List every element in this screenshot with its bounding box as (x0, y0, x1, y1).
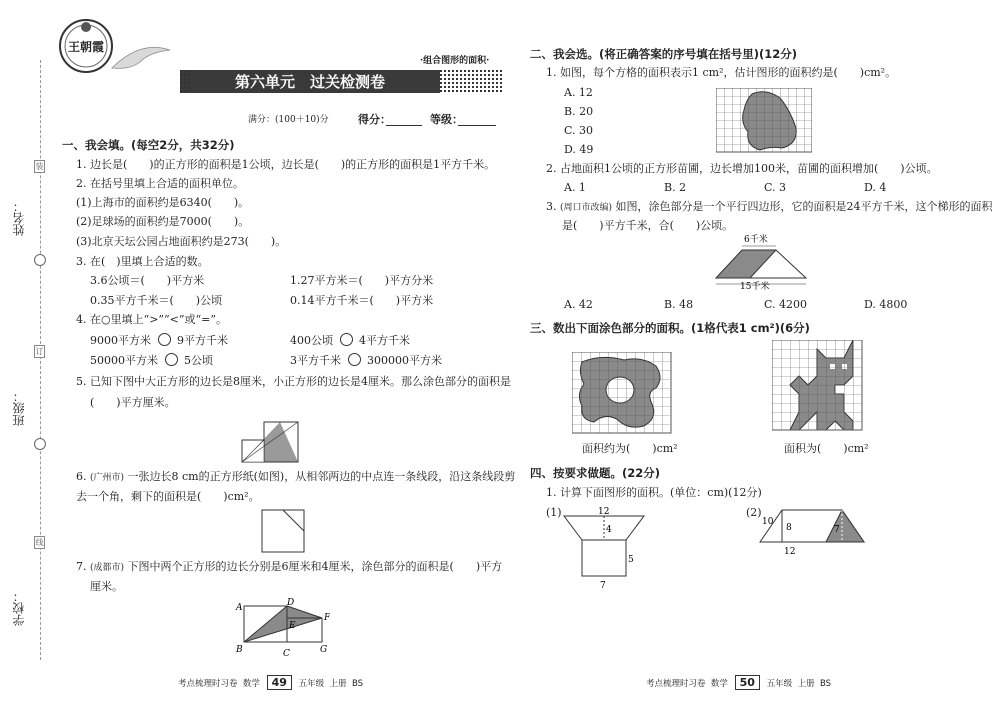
q7-two-squares-figure (232, 598, 330, 660)
q1-2-item: (3)北京天坛公园占地面积约是273( )。 (76, 235, 287, 248)
q2-3-text: 如图，涂色部分是一个平行四边形，它的面积是24平方千米，这个梯形的面积 (615, 200, 993, 213)
full-marks: 满分：(100＋10)分 (248, 115, 329, 125)
compare-left: 3平方千米 (290, 354, 341, 367)
footer-series: 考点梳理时习卷 (646, 679, 706, 689)
q1-7 (76, 560, 502, 575)
fig1-label-height: 4 (606, 525, 612, 535)
q1-4-row (290, 333, 410, 348)
compare-left: 400公顷 (290, 334, 333, 347)
footer-grade: 五年级 (298, 679, 325, 689)
q5-squares-figure (240, 418, 300, 464)
s4-composite-figure-2 (756, 506, 868, 558)
q1-6 (76, 470, 515, 485)
footer-series: 考点梳理时习卷 (178, 679, 238, 689)
q1-3: 3. 在( )里填上合适的数。 (76, 255, 209, 268)
compare-right: 300000平方米 (367, 354, 442, 367)
school-label: 学校： (12, 590, 26, 626)
class-label: 班级： (12, 390, 26, 426)
footer-subject: 数学 (710, 679, 728, 689)
q7-label-b: B (236, 645, 243, 655)
score-label: 得分： (358, 113, 391, 126)
q2-3-trapezoid-figure (710, 232, 810, 290)
q2-1-option[interactable]: D. 49 (564, 143, 594, 156)
logo-brand-text: 王朝霞 (67, 40, 104, 54)
name-label: 姓名： (12, 200, 26, 236)
compare-left: 9000平方米 (90, 334, 151, 347)
unit-title: 第六单元 过关检测卷 (234, 73, 385, 91)
ribbon-decoration-icon (110, 38, 180, 74)
q2-3-cont: 是( )平方千米，合( )公顷。 (562, 219, 734, 232)
s3-irregular-shape-grid (572, 352, 674, 434)
q7-region: (成都市) (90, 563, 125, 573)
binding-hole (34, 438, 46, 450)
q2-3 (546, 200, 993, 215)
unit-title-banner (180, 70, 502, 93)
footer-edition: BS (352, 679, 364, 689)
q2-3-number: 3. (546, 200, 557, 213)
fig2-label-height: 8 (786, 523, 792, 533)
q2-3-option[interactable]: B. 48 (664, 298, 694, 311)
q1-3-item: 3.6公顷＝( )平方米 (90, 274, 205, 287)
q2-2-option[interactable]: C. 3 (764, 181, 787, 194)
compare-left: 50000平方米 (90, 354, 158, 367)
q7-label-e: E (289, 621, 296, 631)
q2-1-option[interactable]: C. 30 (564, 124, 594, 137)
brand-logo (58, 18, 114, 74)
q1-5-cont: ( )平方厘米。 (90, 396, 176, 409)
compare-circle[interactable] (340, 333, 353, 346)
binding-hole (34, 254, 46, 266)
compare-right: 9平方千米 (177, 334, 228, 347)
section1-title: 一、我会填。(每空2分，共32分) (62, 138, 235, 152)
section2-title: 二、我会选。(将正确答案的序号填在括号里)(12分) (530, 47, 798, 61)
q7-label-a: A (236, 603, 243, 613)
footer-subject: 数学 (242, 679, 260, 689)
s3-caption-1: 面积约为( )cm² (582, 442, 678, 455)
q2-2: 2. 占地面积1公顷的正方形苗圃，边长增加100米，苗圃的面积增加( )公顷。 (546, 162, 938, 175)
q2-2-option[interactable]: D. 4 (864, 181, 887, 194)
q1-2-item: (1)上海市的面积约是6340( )。 (76, 196, 250, 209)
cut-mark: 装 (35, 162, 44, 171)
score-blank[interactable] (386, 125, 422, 126)
q2-3-region: (周口市改编) (560, 203, 613, 213)
s4-composite-figure-1 (560, 506, 650, 590)
fig2-label-inner: 7 (834, 525, 840, 535)
q2-1-option[interactable]: A. 12 (564, 86, 593, 99)
section4-title: 四、按要求做题。(22分) (530, 466, 661, 480)
compare-circle[interactable] (348, 353, 361, 366)
q7-label-c: C (283, 649, 290, 659)
q7-number: 7. (76, 560, 87, 573)
q1-4-row (90, 353, 213, 368)
q1-3-item: 1.27平方米＝( )平方分米 (290, 274, 434, 287)
q1-4: 4. 在○里填上“>”“<”或“=”。 (76, 313, 227, 326)
fig1-label-side: 5 (628, 555, 634, 565)
q2-1-grid-figure (716, 88, 812, 154)
q1-6-cont: 去一个角，剩下的面积是( )cm²。 (76, 490, 260, 503)
q7-label-f: F (324, 613, 330, 623)
left-footer (178, 675, 363, 690)
bottom-base-label: 15千米 (740, 282, 770, 290)
q1-4-row (290, 353, 442, 368)
q1-1: 1. 边长是( )的正方形的面积是1公顷，边长是( )的正方形的面积是1平方千米。 (76, 158, 496, 171)
compare-circle[interactable] (158, 333, 171, 346)
q7-label-g: G (320, 645, 328, 655)
page-number: 49 (267, 675, 292, 690)
right-footer (646, 675, 831, 690)
footer-edition: BS (820, 679, 832, 689)
q6-number: 6. (76, 470, 87, 483)
q1-5: 5. 已知下图中大正方形的边长是8厘米，小正方形的边长是4厘米。那么涂色部分的面积是 (76, 375, 511, 388)
fig2-label-slant: 10 (762, 517, 774, 527)
q6-paper-square-figure (260, 508, 308, 554)
q7-label-d: D (287, 598, 295, 608)
q1-2: 2. 在括号里填上合适的面积单位。 (76, 177, 244, 190)
fig2-label-base: 12 (784, 547, 796, 557)
fig1-label-bottom: 7 (600, 581, 606, 590)
q1-3-item: 0.35平方千米＝( )公顷 (90, 294, 223, 307)
footer-term: 上册 (797, 679, 815, 689)
q6-region: (广州市) (90, 473, 125, 483)
q6-text: 一张边长8 cm的正方形纸(如图)，从相邻两边的中点连一条线段，沿这条线段剪 (127, 470, 516, 483)
fig1-label-top: 12 (598, 507, 610, 517)
q2-1: 1. 如图，每个方格的面积表示1 cm²，估计图形的面积约是( )cm²。 (546, 66, 897, 79)
cut-mark: 线 (35, 538, 44, 547)
s3-cat-shape-grid (772, 340, 864, 434)
fig2-tag: (2) (746, 506, 762, 519)
fig1-tag: (1) (546, 506, 562, 519)
q2-2-option[interactable]: A. 1 (564, 181, 586, 194)
topic-tag: ·组合图形的面积· (420, 56, 490, 66)
compare-circle[interactable] (165, 353, 178, 366)
q1-4-row (90, 333, 228, 348)
footer-grade: 五年级 (766, 679, 793, 689)
page-number: 50 (735, 675, 760, 690)
compare-right: 4平方千米 (359, 334, 410, 347)
q1-7-cont: 厘米。 (90, 580, 123, 593)
q1-3-item: 0.14平方千米＝( )平方米 (290, 294, 434, 307)
q4-1: 1. 计算下面图形的面积。(单位：cm)(12分) (546, 486, 762, 499)
q1-2-item: (2)足球场的面积约是7000( )。 (76, 215, 250, 228)
q2-3-option[interactable]: D. 4800 (864, 298, 908, 311)
q2-3-option[interactable]: C. 4200 (764, 298, 808, 311)
compare-right: 5公顷 (184, 354, 213, 367)
top-base-label: 6千米 (744, 235, 768, 245)
q2-2-option[interactable]: B. 2 (664, 181, 687, 194)
grade-blank[interactable] (458, 125, 496, 126)
cut-mark: 订 (35, 347, 44, 356)
s3-caption-2: 面积为( )cm² (784, 442, 869, 455)
footer-term: 上册 (329, 679, 347, 689)
q2-1-option[interactable]: B. 20 (564, 105, 594, 118)
q7-text: 下图中两个正方形的边长分别是6厘米和4厘米，涂色部分的面积是( )平方 (127, 560, 503, 573)
section3-title: 三、数出下面涂色部分的面积。(1格代表1 cm²)(6分) (530, 321, 810, 335)
binding-strip (0, 0, 42, 715)
binding-dashed-line (40, 60, 41, 660)
grade-label: 等级： (430, 113, 463, 126)
q2-3-option[interactable]: A. 42 (564, 298, 593, 311)
